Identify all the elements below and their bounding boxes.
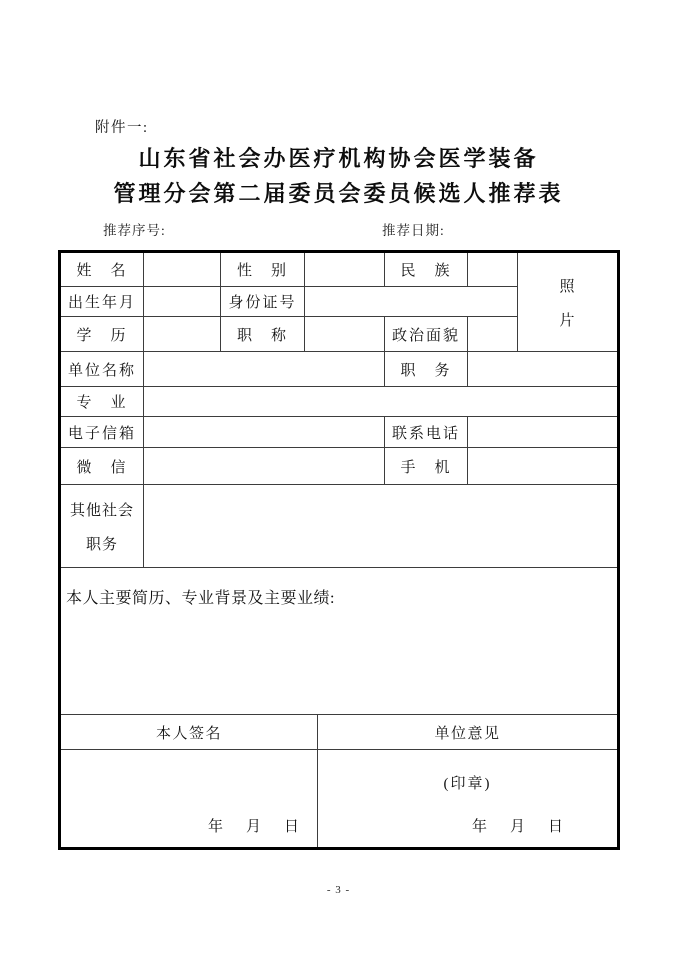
email-field[interactable] [144, 417, 385, 448]
id-number-label: 身份证号 [221, 287, 305, 317]
recommend-date-label: 推荐日期: [382, 223, 445, 238]
mobile-label: 手 机 [385, 448, 468, 485]
other-positions-field[interactable] [144, 485, 617, 568]
birth-date-label: 出生年月 [61, 287, 144, 317]
unit-name-label: 单位名称 [61, 352, 144, 387]
contact-phone-field[interactable] [468, 417, 617, 448]
attachment-label: 附件一: [95, 120, 149, 136]
unit-opinion-date-blank: 年 月 日 [471, 819, 567, 835]
other-positions-label [61, 485, 144, 568]
signature-date-blank: 年 月 日 [207, 819, 303, 835]
wechat-field[interactable] [144, 448, 385, 485]
education-field[interactable] [144, 317, 221, 352]
photo-cell[interactable] [518, 253, 617, 352]
signature-area[interactable] [61, 750, 318, 847]
political-status-label: 政治面貌 [385, 317, 468, 352]
prof-title-field[interactable] [305, 317, 385, 352]
title-line-2: 管理分会第二届委员会委员候选人推荐表 [113, 181, 564, 206]
position-field[interactable] [468, 352, 617, 387]
other-positions-label-line1: 其他社会 [69, 502, 134, 519]
serial-number-label: 推荐序号: [103, 223, 166, 238]
major-label: 专 业 [61, 387, 144, 417]
wechat-label: 微 信 [61, 448, 144, 485]
name-label: 姓 名 [61, 253, 144, 287]
contact-phone-label: 联系电话 [385, 417, 468, 448]
unit-opinion-header: 单位意见 [318, 715, 617, 750]
other-positions-label-line2: 职务 [85, 536, 118, 553]
meta-row [0, 219, 677, 237]
gender-field[interactable] [305, 253, 385, 287]
mobile-field[interactable] [468, 448, 617, 485]
birth-date-field[interactable] [144, 287, 221, 317]
resume-section[interactable] [61, 568, 617, 715]
document-title [0, 141, 677, 211]
political-status-field[interactable] [468, 317, 518, 352]
position-label: 职 务 [385, 352, 468, 387]
recommendation-form-table [58, 250, 620, 850]
prof-title-label: 职 称 [221, 317, 305, 352]
email-label: 电子信箱 [61, 417, 144, 448]
unit-name-field[interactable] [144, 352, 385, 387]
title-line-1: 山东省社会办医疗机构协会医学装备 [138, 146, 539, 171]
photo-label-char2: 片 [559, 312, 576, 329]
signature-header: 本人签名 [61, 715, 318, 750]
id-number-field[interactable] [305, 287, 518, 317]
name-field[interactable] [144, 253, 221, 287]
gender-label: 性 别 [221, 253, 305, 287]
photo-label-char1: 照 [559, 278, 576, 295]
ethnicity-field[interactable] [468, 253, 518, 287]
major-field[interactable] [144, 387, 617, 417]
unit-opinion-area[interactable] [318, 750, 617, 847]
seal-placeholder: (印章) [443, 776, 492, 792]
education-label: 学 历 [61, 317, 144, 352]
page-number: - 3 - [326, 884, 351, 896]
ethnicity-label: 民 族 [385, 253, 468, 287]
resume-section-label: 本人主要简历、专业背景及主要业绩: [66, 590, 335, 607]
